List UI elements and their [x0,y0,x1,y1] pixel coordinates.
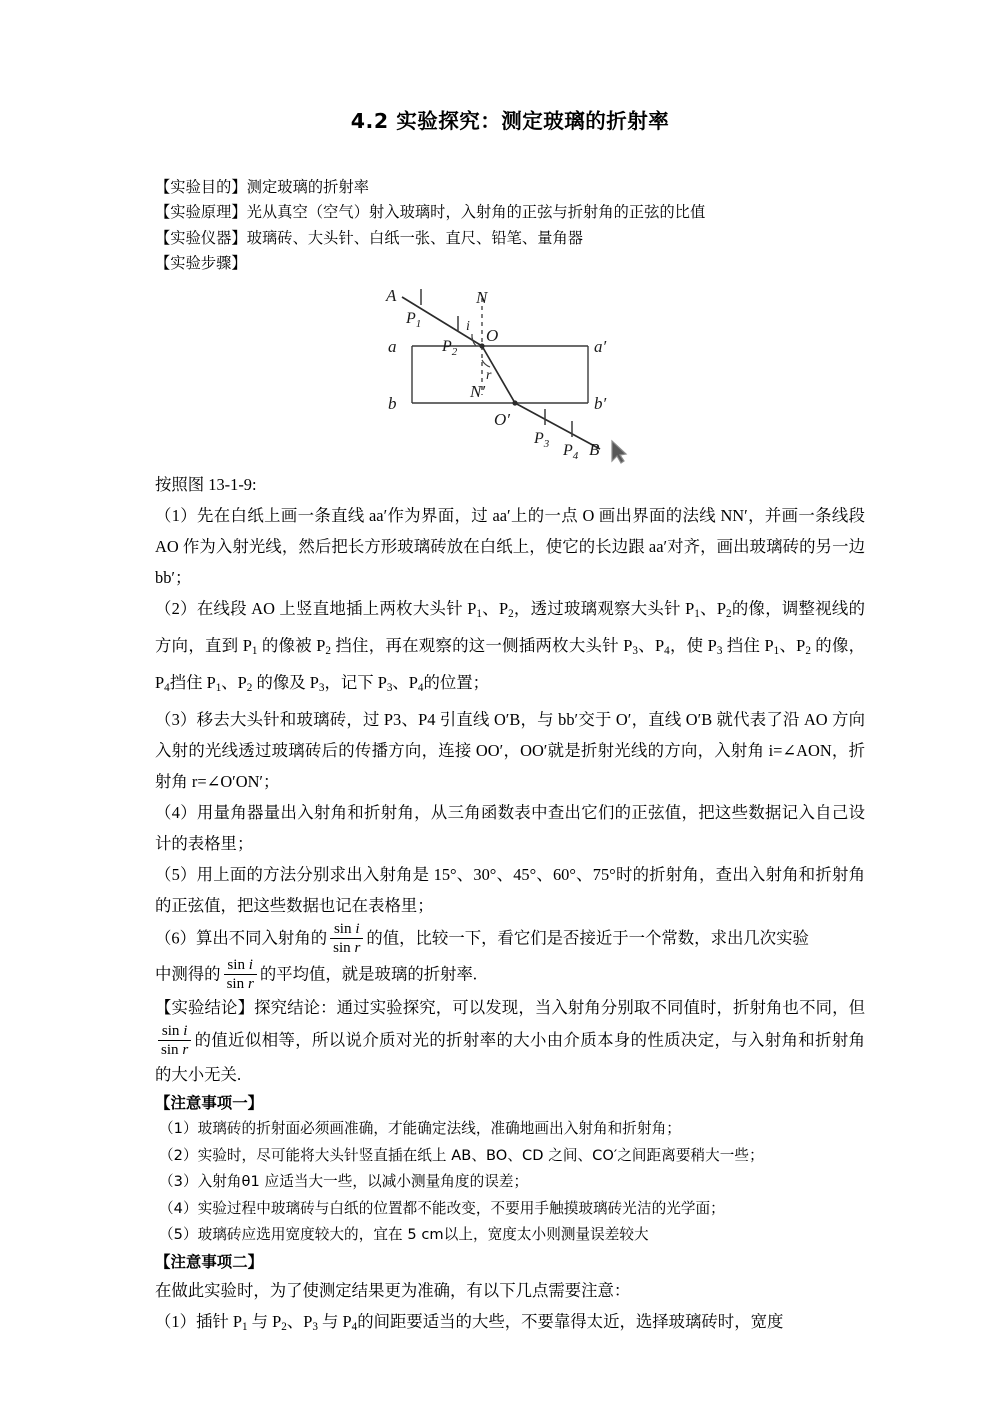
angle-r-arc [482,360,490,367]
fraction-denominator [224,974,257,992]
experiment-steps-label: 【实验步骤】 [155,254,247,273]
experiment-meta-block [155,175,865,277]
step2-sub17: 4 [417,681,424,694]
experiment-apparatus-line [155,226,865,252]
step6-mid: 的值，比较一下，看它们是否接近于一个常数，求出几次实验 [366,928,809,948]
experiment-principle-label: 【实验原理】 [155,203,247,222]
step2-seg3: ，透过玻璃观察大头针 P [513,598,695,618]
notes-one-item-2: （2）实验时，尽可能将大头针竖直插在纸上 AB、BO、CD 之间、CO′之间距离要稍大一些； [159,1146,764,1164]
step2-seg8: 、P [637,635,665,655]
experiment-conclusion [155,992,865,1090]
notes-one-block [155,1090,865,1276]
step2-seg11: 、P [779,635,806,655]
label-O-prime: O′ [494,409,510,429]
step2-seg9: ，使 P [669,635,717,655]
notes-two-seg3: 、P [286,1312,313,1332]
step2-seg13: 挡住 P [169,672,216,692]
notes-two-seg4: 与 P [317,1312,352,1332]
notes-two-seg1: （1）插针 P [155,1312,242,1332]
step2-seg15: 的像及 P [252,672,319,692]
step6-cont-tail: 的平均值，就是玻璃的折射率. [259,964,478,984]
step2-sub2: 2 [508,607,514,620]
conclusion-label: 【实验结论】 [155,998,255,1018]
notes-two-sub4: 4 [351,1321,358,1334]
point-O-prime-marker [512,400,517,405]
step2-sub1: 1 [476,607,482,620]
label-b: b [388,393,397,413]
fraction-denominator [158,1040,191,1058]
step-4: （4）用量角器量出入射角和折射角，从三角函数表中查出它们的正弦值，把这些数据记入自己设计的表格里； [155,802,865,853]
mouse-cursor-artifact [612,441,626,463]
step2-seg14: 、P [221,672,247,692]
step2-seg6: 的像被 P [257,635,326,655]
fraction-den-var: r [354,940,361,957]
label-P3: $P_3$ [534,429,550,450]
fraction-num-fn: sin [333,920,352,937]
fraction-denominator [330,938,363,956]
step-5: （5）用上面的方法分别求出入射角是 15°、30°、45°、60°、75°时的折射角，查出入射角和折射角的正弦值，把这些数据也记在表格里； [155,864,865,915]
experiment-purpose-text: 测定玻璃的折射率 [246,177,370,196]
step2-sub5: 1 [251,644,258,657]
notes-two-item-1 [155,1306,865,1343]
notes-one-item-4: （4）实验过程中玻璃砖与白纸的位置都不能改变，不要用手触摸玻璃砖光洁的光学面； [159,1199,725,1217]
step2-sub9: 3 [716,644,723,657]
refraction-diagram [380,283,640,465]
step2-seg17: 、P [392,672,418,692]
experiment-principle-line [155,200,865,226]
step2-seg16: ，记下 P [324,672,387,692]
angle-i-arc [472,334,476,346]
step2-sub13: 1 [215,681,222,694]
step-1: （1）先在白纸上画一条直线 aa′作为界面，过 aa′上的一点 O 画出界面的法线 NN′，并画一条线段 AO 作为入射光线，然后把长方形玻璃砖放在白纸上，使它的长边跟 aa′对齐，画出玻璃砖的另一边 bb′； [155,505,865,587]
step2-sub16: 3 [386,681,393,694]
fraction-num-fn: sin [161,1023,180,1040]
label-angle-i: i [466,318,470,334]
step2-sub15: 3 [318,681,325,694]
fraction-num-var: i [183,1023,188,1040]
step2-sub12: 4 [164,681,170,694]
label-a-prime: a′ [594,336,607,356]
step2-sub7: 3 [632,644,638,657]
page-title: 4.2 实验探究：测定玻璃的折射率 [350,109,670,133]
glass-block-outline [412,346,588,403]
step-3: （3）移去大头针和玻璃砖，过 P3、P4 引直线 O′B，与 bb′交于 O′，直线 O′B 就代表了沿 AO 方向入射的光线透过玻璃砖后的传播方向，连接 OO′，OO′就是折射光线的方向，入射角 i=∠AON，折射角 r=∠O′ON′； [155,709,865,791]
fraction-num-var: i [355,920,360,937]
fraction-num-var: i [248,956,253,973]
label-P4: $P_4$ [563,441,579,462]
emergent-ray-OB [515,403,600,449]
step2-sub14: 2 [246,681,253,694]
label-N-prime: N′ [470,381,486,401]
step2-seg10: 挡住 P [722,635,774,655]
figure-reference: 按照图 13-1-9: [155,474,257,494]
notes-one-item-5: （5）玻璃砖应选用宽度较大的，宜在 5 cm以上，宽度太小则测量误差较大 [159,1226,649,1244]
step2-sub4: 2 [725,607,732,620]
label-a: a [388,336,397,356]
step2-sub3: 1 [694,607,700,620]
experiment-apparatus-text: 玻璃砖、大头针、白纸一张、直尺、铅笔、量角器 [246,228,584,247]
fraction-den-fn: sin [226,975,245,992]
step2-seg7: 挡住，再在观察的这一侧插两枚大头针 P [330,635,633,655]
notes-one-item-1: （1）玻璃砖的折射面必须画准确，才能确定法线，准确地画出入射角和折射角； [159,1120,681,1138]
step-6 [155,921,865,957]
step2-sub6: 2 [325,644,331,657]
notes-two-sub3: 3 [312,1321,318,1334]
conclusion-part2: 的值近似相等，所以说介质对光的折射率的大小由介质本身的性质决定，与入射角和折射角的大小无关. [155,1030,865,1084]
step-2 [155,593,865,704]
experiment-steps-body [155,469,865,1090]
experiment-purpose-label: 【实验目的】 [155,177,247,196]
label-P2: $P_2$ [442,337,458,358]
refraction-diagram-svg [380,283,640,465]
fraction-numerator [224,957,257,974]
label-angle-r: r [486,367,492,383]
step6-lead: （6）算出不同入射角的 [155,928,328,948]
notes-one-heading: 【注意事项一】 [155,1093,264,1112]
label-P1: $P_1$ [406,309,422,330]
experiment-principle-text: 光从真空（空气）射入玻璃时，入射角的正弦与折射角的正弦的比值 [246,203,706,222]
label-O: O [486,325,499,345]
fraction-den-fn: sin [161,1042,179,1059]
notes-two-heading: 【注意事项二】 [155,1252,264,1271]
label-b-prime: b′ [594,393,607,413]
step-6-continued [155,957,865,993]
fraction-sin-i-over-sin-r-2 [224,957,257,993]
point-O-marker [479,343,484,348]
step2-sub8: 4 [664,644,670,657]
notes-two-seg2: 与 P [247,1312,282,1332]
diagram-labels [385,286,607,462]
step2-seg5: 的像，调整视线的方向，直到 P [155,598,865,655]
label-N: N [476,287,488,307]
conclusion-part1: 探究结论：通过实验探究，可以发现，当入射角分别取不同值时，折射角也不同，但 [254,998,866,1018]
fraction-num-fn: sin [227,956,245,973]
notes-two-sub2: 2 [281,1321,287,1334]
refraction-diagram-wrap [155,283,865,465]
step2-seg4: 、P [699,598,726,618]
document-content [155,108,865,1343]
notes-one-item-3: （3）入射角θ1 应适当大一些，以减小测量角度的误差； [159,1173,529,1191]
experiment-apparatus-label: 【实验仪器】 [155,228,247,247]
notes-two-block [155,1275,865,1343]
experiment-purpose-line [155,175,865,201]
step2-sub11: 2 [805,644,811,657]
fraction-sin-i-over-sin-r-3 [158,1023,191,1059]
label-B: B [589,439,600,459]
step2-sub10: 1 [773,644,780,657]
fraction-den-fn: sin [333,940,351,957]
notes-two-intro: 在做此实验时，为了使测定结果更为准确，有以下几点需要注意： [155,1281,631,1301]
fraction-numerator [330,921,363,938]
fraction-den-var: r [182,1042,189,1059]
fraction-numerator [158,1023,191,1040]
step2-seg18: 的位置； [423,672,490,692]
step2-seg12: 的像，P [155,635,866,692]
fraction-den-var: r [247,975,254,992]
fraction-sin-i-over-sin-r-1 [330,921,363,957]
step2-seg1: （2）在线段 AO 上竖直地插上两枚大头针 P [155,598,477,618]
notes-two-sub1: 1 [241,1321,248,1334]
notes-two-seg5: 的间距要适当的大些，不要靠得太近，选择玻璃砖时，宽度 [357,1312,784,1332]
step2-seg2: 、P [481,598,509,618]
step6-cont-lead: 中测得的 [155,964,221,984]
label-A: A [386,285,397,305]
